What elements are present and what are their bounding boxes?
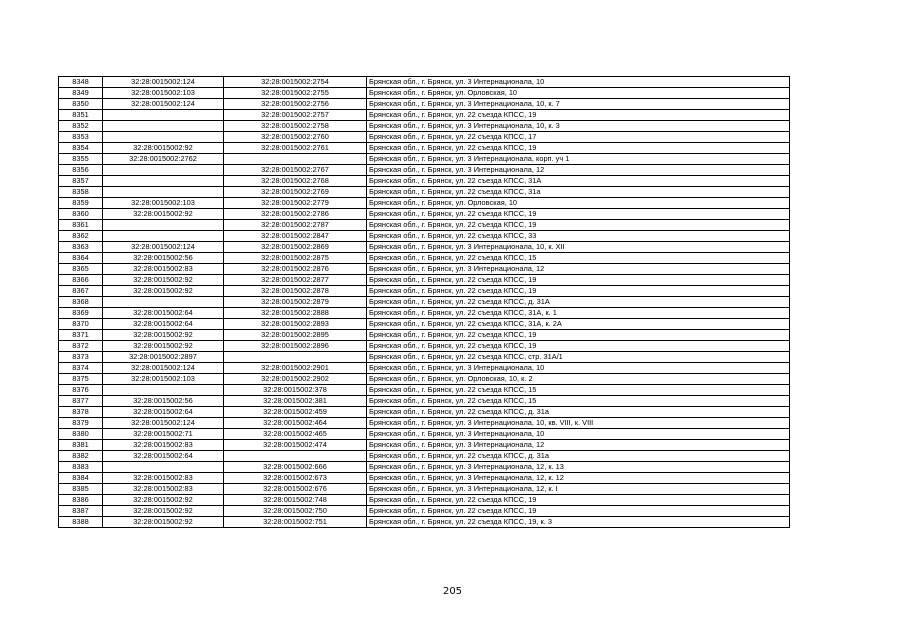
row-number-cell: 8356 <box>59 165 103 176</box>
object-number-cell <box>224 352 367 363</box>
object-number-cell: 32:28:0015002:474 <box>224 440 367 451</box>
row-number-cell: 8367 <box>59 286 103 297</box>
table-row <box>59 154 790 165</box>
parcel-number-cell: 32:28:0015002:2897 <box>103 352 224 363</box>
row-number-cell: 8370 <box>59 319 103 330</box>
object-number-cell: 32:28:0015002:2754 <box>224 77 367 88</box>
object-number-cell: 32:28:0015002:2767 <box>224 165 367 176</box>
parcel-number-cell: 32:28:0015002:83 <box>103 440 224 451</box>
parcel-number-cell <box>103 132 224 143</box>
object-number-cell: 32:28:0015002:2888 <box>224 308 367 319</box>
address-cell: Брянская обл., г. Брянск, ул. 22 съезда КПСС, 19, к. 3 <box>367 517 790 528</box>
row-number-cell: 8378 <box>59 407 103 418</box>
table-row <box>59 121 790 132</box>
address-cell: Брянская обл., г. Брянск, ул. 22 съезда КПСС, 15 <box>367 385 790 396</box>
parcel-number-cell: 32:28:0015002:92 <box>103 506 224 517</box>
object-number-cell: 32:28:0015002:673 <box>224 473 367 484</box>
table-row <box>59 110 790 121</box>
row-number-cell: 8385 <box>59 484 103 495</box>
parcel-number-cell: 32:28:0015002:83 <box>103 484 224 495</box>
row-number-cell: 8353 <box>59 132 103 143</box>
row-number-cell: 8362 <box>59 231 103 242</box>
address-cell: Брянская обл., г. Брянск, ул. 22 съезда КПСС, 33 <box>367 231 790 242</box>
row-number-cell: 8382 <box>59 451 103 462</box>
object-number-cell: 32:28:0015002:2787 <box>224 220 367 231</box>
address-cell: Брянская обл., г. Брянск, ул. 3 Интернационала, 10 <box>367 77 790 88</box>
row-number-cell: 8365 <box>59 264 103 275</box>
parcel-number-cell <box>103 231 224 242</box>
parcel-number-cell: 32:28:0015002:124 <box>103 99 224 110</box>
row-number-cell: 8358 <box>59 187 103 198</box>
row-number-cell: 8371 <box>59 330 103 341</box>
address-cell: Брянская обл., г. Брянск, ул. 22 съезда КПСС, д. 31а <box>367 407 790 418</box>
address-cell: Брянская обл., г. Брянск, ул. 22 съезда КПСС, 19 <box>367 220 790 231</box>
address-cell: Брянская обл., г. Брянск, ул. 22 съезда КПСС, 31а <box>367 187 790 198</box>
address-cell: Брянская обл., г. Брянск, ул. 3 Интернационала, 10, к. XII <box>367 242 790 253</box>
object-number-cell: 32:28:0015002:2901 <box>224 363 367 374</box>
parcel-number-cell <box>103 176 224 187</box>
address-cell: Брянская обл., г. Брянск, ул. 3 Интернационала, 12 <box>367 440 790 451</box>
row-number-cell: 8354 <box>59 143 103 154</box>
address-cell: Брянская обл., г. Брянск, ул. 22 съезда КПСС, 19 <box>367 506 790 517</box>
table-row <box>59 418 790 429</box>
address-cell: Брянская обл., г. Брянск, ул. Орловская, 10 <box>367 198 790 209</box>
object-number-cell: 32:28:0015002:2757 <box>224 110 367 121</box>
address-cell: Брянская обл., г. Брянск, ул. 22 съезда КПСС, стр. 31А/1 <box>367 352 790 363</box>
parcel-number-cell: 32:28:0015002:64 <box>103 308 224 319</box>
parcel-number-cell: 32:28:0015002:124 <box>103 77 224 88</box>
object-number-cell: 32:28:0015002:2758 <box>224 121 367 132</box>
table-row <box>59 319 790 330</box>
parcel-number-cell: 32:28:0015002:103 <box>103 88 224 99</box>
parcel-number-cell <box>103 110 224 121</box>
table-row <box>59 231 790 242</box>
object-number-cell: 32:28:0015002:748 <box>224 495 367 506</box>
table-row <box>59 297 790 308</box>
object-number-cell: 32:28:0015002:2895 <box>224 330 367 341</box>
table-body <box>59 77 790 528</box>
object-number-cell: 32:28:0015002:2875 <box>224 253 367 264</box>
row-number-cell: 8363 <box>59 242 103 253</box>
object-number-cell: 32:28:0015002:676 <box>224 484 367 495</box>
table-row <box>59 275 790 286</box>
table-row <box>59 253 790 264</box>
parcel-number-cell: 32:28:0015002:64 <box>103 319 224 330</box>
table-row <box>59 286 790 297</box>
row-number-cell: 8368 <box>59 297 103 308</box>
address-cell: Брянская обл., г. Брянск, ул. Орловская, 10, к. 2 <box>367 374 790 385</box>
row-number-cell: 8376 <box>59 385 103 396</box>
page-number: 205 <box>442 586 463 597</box>
table-row <box>59 374 790 385</box>
table-row <box>59 385 790 396</box>
table-row <box>59 187 790 198</box>
object-number-cell: 32:28:0015002:2768 <box>224 176 367 187</box>
row-number-cell: 8349 <box>59 88 103 99</box>
address-cell: Брянская обл., г. Брянск, ул. 22 съезда КПСС, 19 <box>367 495 790 506</box>
row-number-cell: 8351 <box>59 110 103 121</box>
object-number-cell: 32:28:0015002:2902 <box>224 374 367 385</box>
object-number-cell: 32:28:0015002:666 <box>224 462 367 473</box>
address-cell: Брянская обл., г. Брянск, ул. 3 Интернационала, 10, кв. VIII, к. VIII <box>367 418 790 429</box>
parcel-number-cell: 32:28:0015002:103 <box>103 374 224 385</box>
table-row <box>59 99 790 110</box>
parcel-number-cell <box>103 187 224 198</box>
row-number-cell: 8381 <box>59 440 103 451</box>
parcel-number-cell: 32:28:0015002:92 <box>103 330 224 341</box>
object-number-cell: 32:28:0015002:2769 <box>224 187 367 198</box>
parcel-number-cell: 32:28:0015002:56 <box>103 396 224 407</box>
row-number-cell: 8352 <box>59 121 103 132</box>
object-number-cell: 32:28:0015002:2879 <box>224 297 367 308</box>
table-row <box>59 308 790 319</box>
object-number-cell <box>224 451 367 462</box>
address-cell: Брянская обл., г. Брянск, ул. 3 Интернационала, 12, к. I <box>367 484 790 495</box>
address-cell: Брянская обл., г. Брянск, ул. 22 съезда КПСС, 19 <box>367 209 790 220</box>
object-number-cell: 32:28:0015002:2878 <box>224 286 367 297</box>
table-row <box>59 88 790 99</box>
address-cell: Брянская обл., г. Брянск, ул. 3 Интернационала, 12, к. 13 <box>367 462 790 473</box>
parcel-number-cell: 32:28:0015002:124 <box>103 418 224 429</box>
parcel-number-cell <box>103 165 224 176</box>
parcel-number-cell: 32:28:0015002:64 <box>103 407 224 418</box>
row-number-cell: 8359 <box>59 198 103 209</box>
parcel-number-cell: 32:28:0015002:2762 <box>103 154 224 165</box>
object-number-cell <box>224 154 367 165</box>
address-cell: Брянская обл., г. Брянск, ул. 22 съезда КПСС, 17 <box>367 132 790 143</box>
row-number-cell: 8364 <box>59 253 103 264</box>
address-cell: Брянская обл., г. Брянск, ул. 3 Интернационала, 12, к. 12 <box>367 473 790 484</box>
address-cell: Брянская обл., г. Брянск, ул. 3 Интернационала, 10, к. 3 <box>367 121 790 132</box>
parcel-number-cell: 32:28:0015002:56 <box>103 253 224 264</box>
parcel-number-cell: 32:28:0015002:64 <box>103 451 224 462</box>
address-cell: Брянская обл., г. Брянск, ул. 22 съезда КПСС, д. 31А <box>367 297 790 308</box>
object-number-cell: 32:28:0015002:2847 <box>224 231 367 242</box>
parcel-number-cell: 32:28:0015002:92 <box>103 517 224 528</box>
row-number-cell: 8375 <box>59 374 103 385</box>
parcel-number-cell: 32:28:0015002:124 <box>103 242 224 253</box>
address-cell: Брянская обл., г. Брянск, ул. 22 съезда КПСС, 19 <box>367 275 790 286</box>
parcel-number-cell: 32:28:0015002:92 <box>103 341 224 352</box>
row-number-cell: 8374 <box>59 363 103 374</box>
address-cell: Брянская обл., г. Брянск, ул. 22 съезда КПСС, 15 <box>367 253 790 264</box>
address-cell: Брянская обл., г. Брянск, ул. 22 съезда КПСС, 19 <box>367 110 790 121</box>
address-cell: Брянская обл., г. Брянск, ул. 22 съезда КПСС, 19 <box>367 341 790 352</box>
address-cell: Брянская обл., г. Брянск, ул. 22 съезда КПСС, 19 <box>367 330 790 341</box>
object-number-cell: 32:28:0015002:2760 <box>224 132 367 143</box>
table-row <box>59 407 790 418</box>
table-row <box>59 363 790 374</box>
table-row <box>59 209 790 220</box>
object-number-cell: 32:28:0015002:2779 <box>224 198 367 209</box>
address-cell: Брянская обл., г. Брянск, ул. 3 Интернационала, 12 <box>367 165 790 176</box>
table-row <box>59 495 790 506</box>
object-number-cell: 32:28:0015002:2786 <box>224 209 367 220</box>
table-row <box>59 440 790 451</box>
parcel-number-cell: 32:28:0015002:92 <box>103 286 224 297</box>
table-row <box>59 429 790 440</box>
table-row <box>59 77 790 88</box>
row-number-cell: 8387 <box>59 506 103 517</box>
row-number-cell: 8383 <box>59 462 103 473</box>
address-cell: Брянская обл., г. Брянск, ул. 22 съезда КПСС, 15 <box>367 396 790 407</box>
parcel-number-cell: 32:28:0015002:92 <box>103 495 224 506</box>
object-number-cell: 32:28:0015002:378 <box>224 385 367 396</box>
table-row <box>59 165 790 176</box>
object-number-cell: 32:28:0015002:464 <box>224 418 367 429</box>
parcel-number-cell <box>103 462 224 473</box>
row-number-cell: 8388 <box>59 517 103 528</box>
address-cell: Брянская обл., г. Брянск, ул. 3 Интернационала, корп. уч 1 <box>367 154 790 165</box>
object-number-cell: 32:28:0015002:2756 <box>224 99 367 110</box>
address-cell: Брянская обл., г. Брянск, ул. 22 съезда КПСС, д. 31а <box>367 451 790 462</box>
table-row <box>59 341 790 352</box>
table-row <box>59 176 790 187</box>
address-cell: Брянская обл., г. Брянск, ул. 3 Интернационала, 10 <box>367 429 790 440</box>
table-row <box>59 396 790 407</box>
object-number-cell: 32:28:0015002:381 <box>224 396 367 407</box>
address-cell: Брянская обл., г. Брянск, ул. 22 съезда КПСС, 31А <box>367 176 790 187</box>
parcel-number-cell: 32:28:0015002:92 <box>103 209 224 220</box>
row-number-cell: 8366 <box>59 275 103 286</box>
parcel-number-cell <box>103 220 224 231</box>
object-number-cell: 32:28:0015002:2877 <box>224 275 367 286</box>
parcel-number-cell <box>103 385 224 396</box>
table-row <box>59 220 790 231</box>
object-number-cell: 32:28:0015002:465 <box>224 429 367 440</box>
address-cell: Брянская обл., г. Брянск, ул. 22 съезда КПСС, 19 <box>367 143 790 154</box>
table-row <box>59 517 790 528</box>
cadastral-table <box>58 76 790 528</box>
table-row <box>59 198 790 209</box>
address-cell: Брянская обл., г. Брянск, ул. 22 съезда КПСС, 19 <box>367 286 790 297</box>
parcel-number-cell <box>103 121 224 132</box>
object-number-cell: 32:28:0015002:2761 <box>224 143 367 154</box>
table-row <box>59 264 790 275</box>
row-number-cell: 8348 <box>59 77 103 88</box>
table-row <box>59 352 790 363</box>
table-row <box>59 506 790 517</box>
object-number-cell: 32:28:0015002:2876 <box>224 264 367 275</box>
row-number-cell: 8373 <box>59 352 103 363</box>
parcel-number-cell: 32:28:0015002:92 <box>103 275 224 286</box>
table-row <box>59 484 790 495</box>
table-row <box>59 473 790 484</box>
address-cell: Брянская обл., г. Брянск, ул. 22 съезда КПСС, 31А, к. 1 <box>367 308 790 319</box>
parcel-number-cell <box>103 297 224 308</box>
object-number-cell: 32:28:0015002:2869 <box>224 242 367 253</box>
parcel-number-cell: 32:28:0015002:83 <box>103 473 224 484</box>
row-number-cell: 8350 <box>59 99 103 110</box>
row-number-cell: 8377 <box>59 396 103 407</box>
row-number-cell: 8369 <box>59 308 103 319</box>
parcel-number-cell: 32:28:0015002:83 <box>103 264 224 275</box>
table-row <box>59 242 790 253</box>
row-number-cell: 8380 <box>59 429 103 440</box>
row-number-cell: 8355 <box>59 154 103 165</box>
row-number-cell: 8384 <box>59 473 103 484</box>
object-number-cell: 32:28:0015002:750 <box>224 506 367 517</box>
row-number-cell: 8372 <box>59 341 103 352</box>
row-number-cell: 8386 <box>59 495 103 506</box>
row-number-cell: 8379 <box>59 418 103 429</box>
object-number-cell: 32:28:0015002:751 <box>224 517 367 528</box>
parcel-number-cell: 32:28:0015002:124 <box>103 363 224 374</box>
row-number-cell: 8360 <box>59 209 103 220</box>
object-number-cell: 32:28:0015002:459 <box>224 407 367 418</box>
object-number-cell: 32:28:0015002:2893 <box>224 319 367 330</box>
parcel-number-cell: 32:28:0015002:71 <box>103 429 224 440</box>
parcel-number-cell: 32:28:0015002:92 <box>103 143 224 154</box>
row-number-cell: 8357 <box>59 176 103 187</box>
table-row <box>59 132 790 143</box>
row-number-cell: 8361 <box>59 220 103 231</box>
table-row <box>59 451 790 462</box>
object-number-cell: 32:28:0015002:2755 <box>224 88 367 99</box>
address-cell: Брянская обл., г. Брянск, ул. 22 съезда КПСС, 31А, к. 2А <box>367 319 790 330</box>
address-cell: Брянская обл., г. Брянск, ул. 3 Интернационала, 12 <box>367 264 790 275</box>
address-cell: Брянская обл., г. Брянск, ул. Орловская, 10 <box>367 88 790 99</box>
address-cell: Брянская обл., г. Брянск, ул. 3 Интернационала, 10 <box>367 363 790 374</box>
object-number-cell: 32:28:0015002:2896 <box>224 341 367 352</box>
table-row <box>59 330 790 341</box>
table-row <box>59 462 790 473</box>
table-row <box>59 143 790 154</box>
address-cell: Брянская обл., г. Брянск, ул. 3 Интернационала, 10, к. 7 <box>367 99 790 110</box>
parcel-number-cell: 32:28:0015002:103 <box>103 198 224 209</box>
